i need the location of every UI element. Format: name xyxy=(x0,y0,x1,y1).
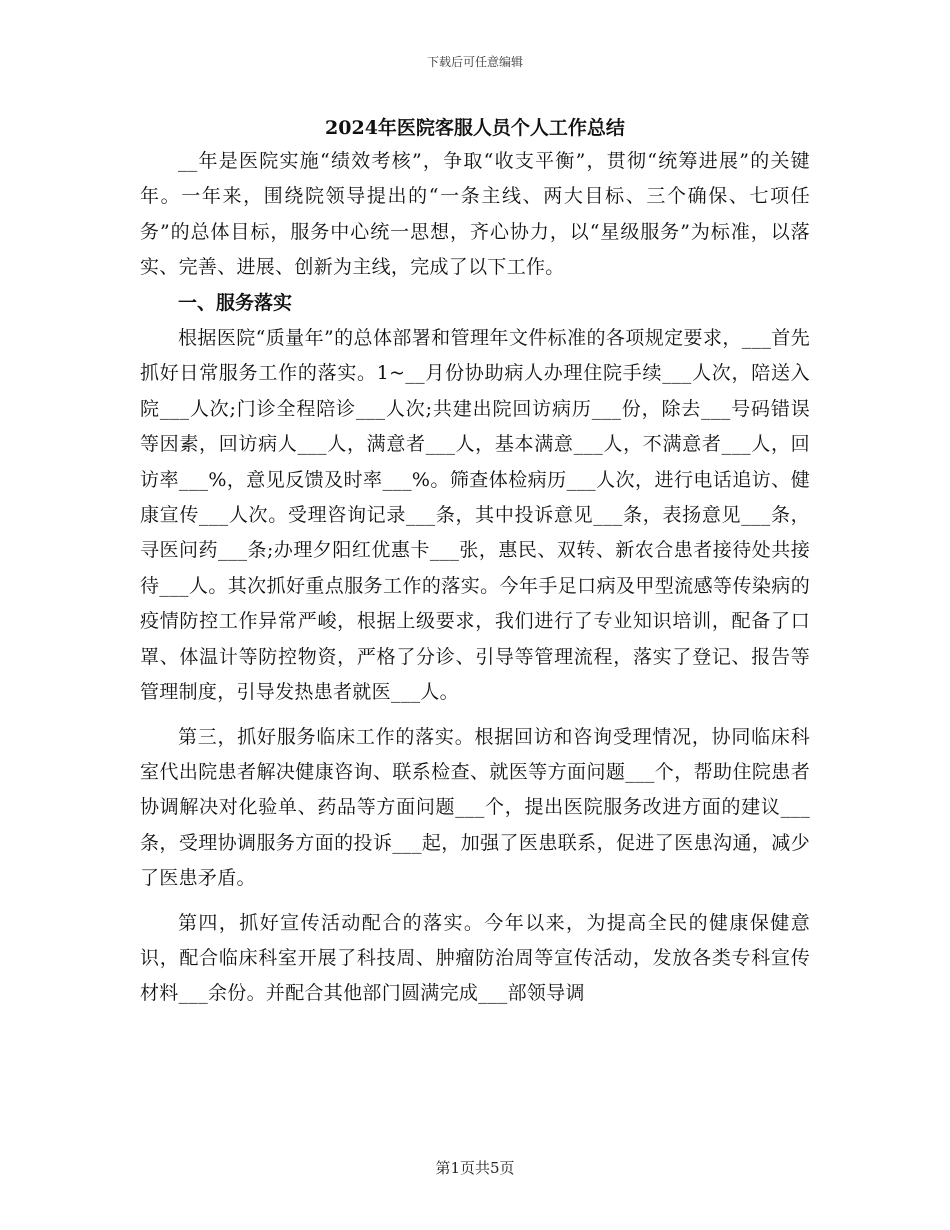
section-heading-service: 一、服务落实 xyxy=(178,291,293,314)
section-paragraph-1: 根据医院“质量年”的总体部署和管理年文件标准的各项规定要求，___首先抓好日常服务工作的落实。1~__月份协助病人办理住院手续___人次，陪送入院___人次;门诊全程陪诊___人次;共建出院回访病历___份，除去___号码错误等因素，回访病人___人，满意者___人，基本满意___人，不满意者___人，回访率___%，意见反馈及时率___%。筛查体检病历___人次，进行电话追访、健康宣传___人次。受理咨询记录___条，其中投诉意见___条，表扬意见___条，寻医问药___条;办理夕阳红优惠卡___张，惠民、双转、新农合患者接待处共接待___人。其次抓好重点服务工作的落实。今年手足口病及甲型流感等传染病的疫情防控工作异常严峻，根据上级要求，我们进行了专业知识培训，配备了口罩、体温计等防控物资，严格了分诊、引导等管理流程，落实了登记、报告等管理制度，引导发热患者就医___人。 xyxy=(140,327,810,704)
section-paragraph-2: 第三，抓好服务临床工作的落实。根据回访和咨询受理情况，协同临床科室代出院患者解决健康咨询、联系检查、就医等方面问题___个，帮助住院患者协调解决对化验单、药品等方面问题___个，提出医院服务改进方面的建议___条，受理协调服务方面的投诉___起，加强了医患联系，促进了医患沟通，减少了医患矛盾。 xyxy=(140,725,810,890)
document-title: 2024年医院客服人员个人工作总结 xyxy=(325,117,625,139)
document-body xyxy=(140,144,810,1012)
page-header-note: 下载后可任意编辑 xyxy=(426,55,523,69)
intro-paragraph: __年是医院实施“绩效考核”，争取“收支平衡”，贯彻“统筹进展”的关键年。一年来，围绕院领导提出的“一条主线、两大目标、三个确保、七项任务”的总体目标，服务中心统一思想，齐心协力，以“星级服务”为标准，以落实、完善、进展、创新为主线，完成了以下工作。 xyxy=(140,150,810,279)
page-number: 第1页共5页 xyxy=(435,1159,515,1177)
section-paragraph-3: 第四，抓好宣传活动配合的落实。今年以来，为提高全民的健康保健意识，配合临床科室开展了科技周、肿瘤防治周等宣传活动，发放各类专科宣传材料___余份。并配合其他部门圆满完成___部领导调 xyxy=(140,911,810,1005)
